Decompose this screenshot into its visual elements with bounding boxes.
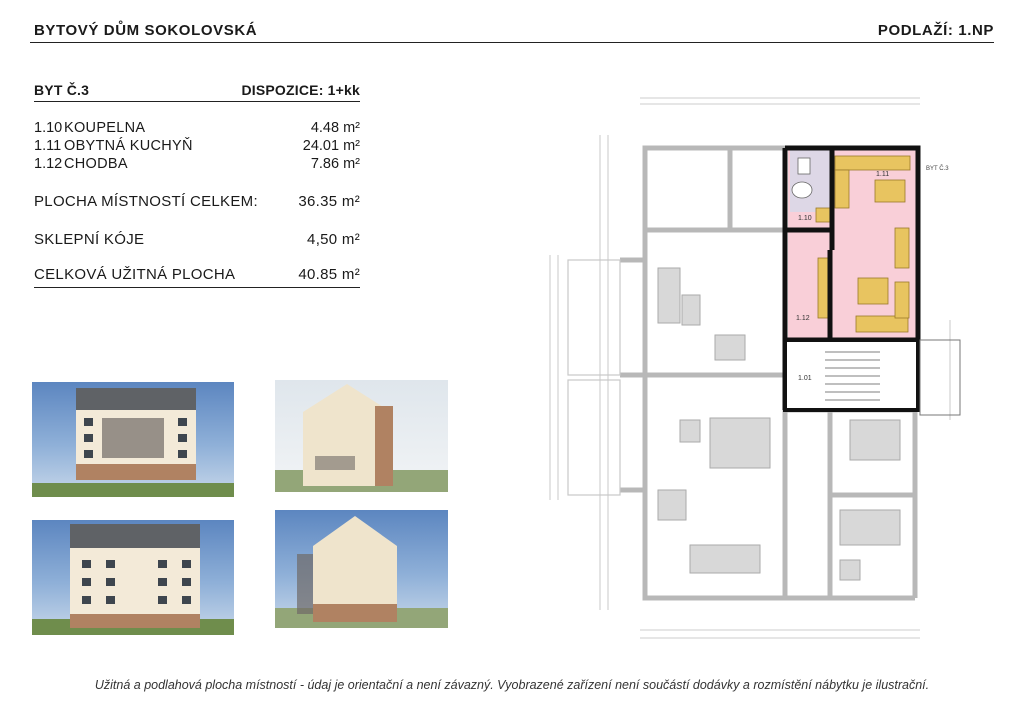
floor-plan <box>540 90 980 650</box>
plan-label-stairs: 1.01 <box>798 375 812 382</box>
room-area: 4.48 m² <box>310 120 360 136</box>
flat-name: BYT Č.3 <box>34 82 90 98</box>
room-row <box>34 119 360 137</box>
useful-area-row <box>34 266 360 288</box>
room-list <box>34 119 360 173</box>
plan-label-kitchen: 1.11 <box>876 171 890 178</box>
flat-heading <box>34 82 360 102</box>
floor-label: PODLAŽÍ: 1.NP <box>877 22 994 39</box>
room-number: 1.12 <box>34 156 63 172</box>
floor-plan-drawing <box>540 90 980 650</box>
header-divider <box>30 42 994 43</box>
room-name: KOUPELNA <box>64 120 146 136</box>
plan-label-bathroom: 1.10 <box>798 215 812 222</box>
room-number: 1.11 <box>34 138 62 154</box>
total-area-row <box>34 193 360 210</box>
room-name: OBYTNÁ KUCHYŇ <box>64 138 193 154</box>
disclaimer: Užitná a podlahová plocha místností - údaj je orientační a není závazný. Vyobrazené zařízení není součástí dodávky a rozmístění nábytku je ilustrační. <box>94 678 930 692</box>
cellar-value: 4,50 m² <box>307 231 360 248</box>
flat-3-highlight <box>788 148 918 338</box>
render-rear-view <box>32 520 234 635</box>
render-front-view <box>32 382 234 497</box>
room-row <box>34 155 360 173</box>
render-side-view-2 <box>275 510 448 628</box>
cellar-row <box>34 231 360 248</box>
room-name: CHODBA <box>64 156 128 172</box>
total-area-value: 36.35 m² <box>298 193 360 210</box>
balconies <box>568 260 620 495</box>
total-area-label: PLOCHA MÍSTNOSTÍ CELKEM: <box>34 193 258 210</box>
useful-area-label: CELKOVÁ UŽITNÁ PLOCHA <box>34 266 236 283</box>
room-number: 1.10 <box>34 120 63 136</box>
room-row <box>34 137 360 155</box>
cellar-label: SKLEPNÍ KÓJE <box>34 231 145 248</box>
useful-area-value: 40.85 m² <box>298 266 360 283</box>
room-area: 24.01 m² <box>302 138 360 154</box>
project-title: BYTOVÝ DŮM SOKOLOVSKÁ <box>34 22 258 39</box>
room-area: 7.86 m² <box>310 156 360 172</box>
plan-label-hall: 1.12 <box>796 315 810 322</box>
render-side-view <box>275 380 448 492</box>
flat-layout: DISPOZICE: 1+kk <box>241 82 360 98</box>
plan-label-flat: BYT Č.3 <box>926 166 949 172</box>
